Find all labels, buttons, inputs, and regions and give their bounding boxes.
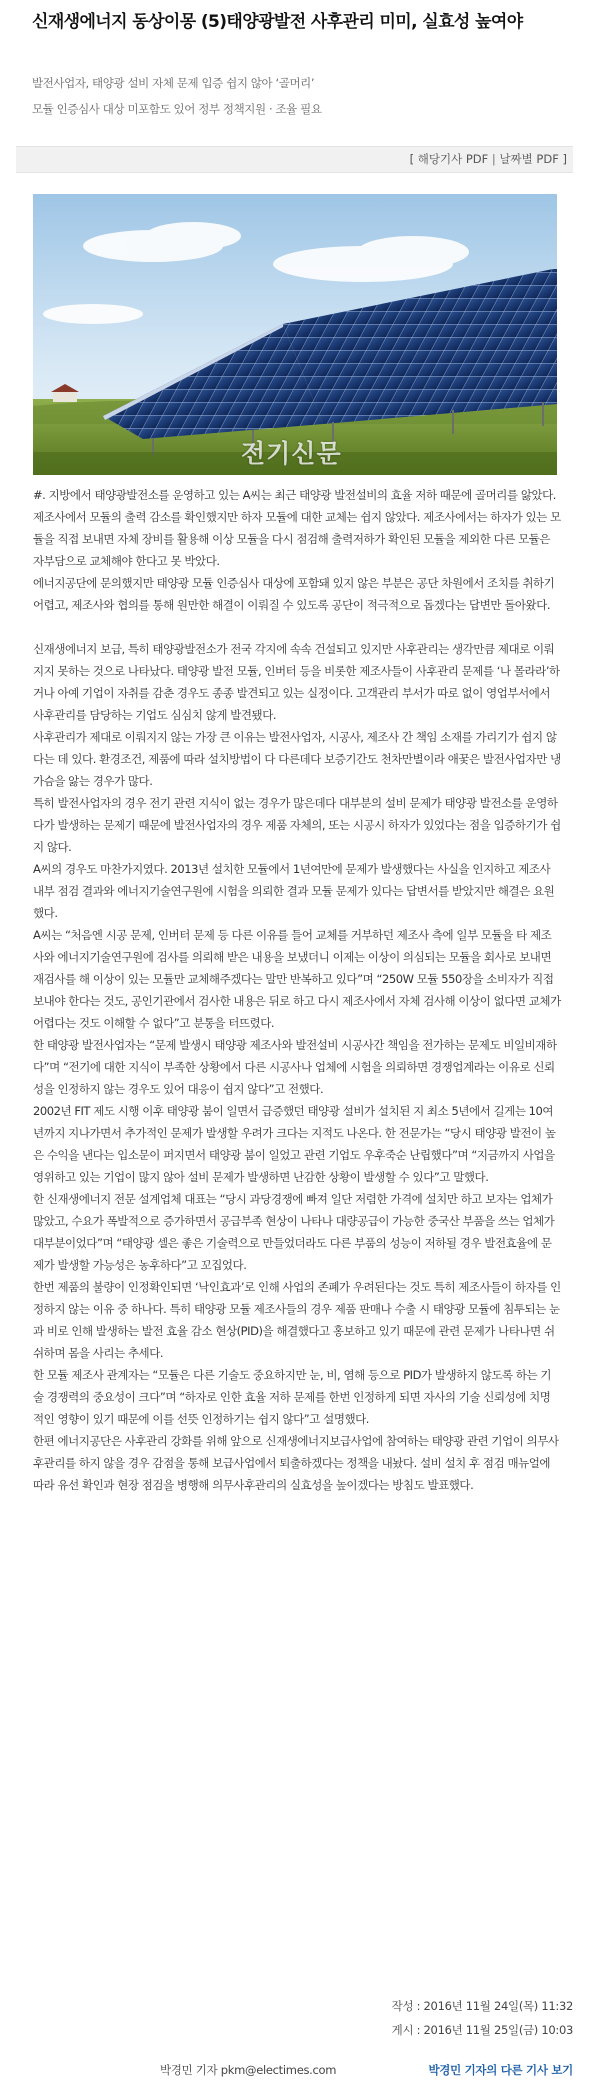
subtitle-line-2: 모듈 인증심사 대상 미포함도 있어 정부 정책지원 · 조율 필요 [32,102,322,116]
article-pdf-link[interactable]: 해당기사 PDF [417,152,489,166]
article-paragraph: #. 지방에서 태양광발전소를 운영하고 있는 A씨는 최근 태양광 발전설비의 효율 저하 때문에 골머리를 앓았다. 제조사에서 모듈의 출력 감소를 확인했지만 하자 모듈에 대한 교체는 쉽지 않았다. 제조사에서는 하자가 있는 모듈을 직접 보내면 자체 장비를 활용해 이상 모듈을 다시 점검해 출력저하가 확인된 모듈을 제외한 다른 모듈은 자부담으로 교체해야 한다고 못 박았다. [33,488,561,568]
date-pdf-link[interactable]: 날짜별 PDF [499,152,559,166]
article-paragraph: 사후관리가 제대로 이뤄지지 않는 가장 큰 이유는 발전사업자, 시공사, 제조사 간 책임 소재를 가리기가 쉽지 않다는 데 있다. 환경조건, 제품에 따라 설치방법이 다 다른데다 보증기간도 천차만별이라 애꿎은 발전사업자만 냉가슴을 앓는 경우가 많다. [33,730,561,788]
article-paragraph: A씨의 경우도 마찬가지였다. 2013년 설치한 모듈에서 1년여만에 문제가 발생했다는 사실을 인지하고 제조사 내부 점검 결과와 에너지기술연구원에 시험을 의뢰한 결과 모듈 문제가 있다는 답변서를 받았지만 해결은 요원했다. [33,862,555,920]
byline [160,2061,573,2079]
posted-date: 게시 : 2016년 11월 25일(금) 10:03 [391,2023,573,2037]
article-paragraph: 에너지공단에 문의했지만 태양광 모듈 인증심사 대상에 포함돼 있지 않은 부분은 공단 차원에서 조치를 취하기 어렵고, 제조사와 협의를 통해 원만한 해결이 이뤄질 수 있도록 공단이 적극적으로 돕겠다는 답변만 돌아왔다. [33,576,555,612]
article-body [33,484,561,1496]
article-photo [33,194,557,475]
article-paragraph: 한 모듈 제조사 관계자는 “모듈은 다른 기술도 중요하지만 눈, 비, 염해 등으로 PID가 발생하지 않도록 하는 기술 경쟁력의 중요성이 크다”며 “하자로 인한 효율 저하 문제를 한번 인정하게 되면 자사의 기술 신뢰성에 치명적인 영향이 있기 때문에 이를 선뜻 인정하기는 쉽지 않다”고 설명했다. [33,1368,552,1426]
article-meta [392,1994,573,2042]
photo-watermark: 전기신문 [241,439,342,468]
more-articles-link[interactable]: 박경민 기자의 다른 기사 보기 [428,2063,573,2077]
article-paragraph: A씨는 “처음엔 시공 문제, 인버터 문제 등 다른 이유를 들어 교체를 거부하던 제조사 측에 일부 모듈을 타 제조사와 에너지기술연구원에 검사를 의뢰해 받은 내용을 보냈더니 이제는 이상이 의심되는 모듈을 회사로 보내면 재검사를 해 이상이 있는 모듈만 교체해주겠다는 말만 반복하고 있다”며 “250W 모듈 550장을 소비자가 직접 보내야 한다는 것도, 공인기관에서 검사한 내용은 뒤로 하고 다시 제조사에서 자체 검사해 이상이 없다면 교체가 어렵다는 것도 이해할 수 없다”고 분통을 터뜨렸다. [33,928,561,1030]
article-paragraph: 한 태양광 발전사업자는 “문제 발생시 태양광 제조사와 발전설비 시공사간 책임을 전가하는 문제도 비일비재하다”며 “전기에 대한 지식이 부족한 상황에서 다른 시공사나 업체에 시험을 의뢰하면 경쟁업계라는 이유로 신뢰성을 인정하지 않는 경우도 있어 대응이 쉽지 않다”고 전했다. [33,1038,557,1096]
article-paragraph: 특히 발전사업자의 경우 전기 관련 지식이 없는 경우가 많은데다 대부분의 설비 문제가 태양광 발전소를 운영하다가 발생하는 문제기 때문에 발전사업자의 경우 제품 자체의, 또는 시공시 하자가 있었다는 점을 입증하기가 쉽지 않다. [33,796,561,854]
pdf-link-bar [16,146,573,173]
reporter-info: 박경민 기자 pkm@electimes.com [160,2063,337,2077]
article-paragraph: 한편 에너지공단은 사후관리 강화를 위해 앞으로 신재생에너지보급사업에 참여하는 태양광 관련 기업이 의무사후관리를 하지 않을 경우 감점을 통해 보급사업에서 퇴출하겠다는 정책을 내놨다. 설비 설치 후 점검 매뉴얼에 따라 유선 확인과 현장 점검을 병행해 의무사후관리의 실효성을 높이겠다는 방침도 발표했다. [33,1434,559,1492]
article-title: 신재생에너지 동상이몽 (5)태양광발전 사후관리 미미, 실효성 높여야 [32,12,523,32]
pdf-bracket-close: ] [562,152,567,166]
subtitle-line-1: 발전사업자, 태양광 설비 자체 문제 입증 쉽지 않아 ‘골머리’ [32,76,315,90]
paragraph-spacer [33,616,561,638]
article-paragraph: 한번 제품의 불량이 인정확인되면 ‘낙인효과’로 인해 사업의 존폐가 우려된다는 것도 특히 제조사들이 하자를 인정하지 않는 이유 중 하나다. 특히 태양광 모듈 제조사들의 경우 제품 판매나 수출 시 태양광 모듈에 침투되는 눈과 비로 인해 발생하는 발전 효율 감소 현상(PID)을 해결했다고 홍보하고 있기 때문에 관련 문제가 나타나면 쉬쉬하며 몸을 사리는 추세다. [33,1280,561,1360]
pdf-separator: | [491,152,496,166]
article-paragraph: 한 신재생에너지 전문 설계업체 대표는 “당시 과당경쟁에 빠져 일단 저렴한 가격에 설치만 하고 보자는 업체가 많았고, 수요가 폭발적으로 증가하면서 공급부족 현상이 나타나 대량공급이 가능한 중국산 부품을 쓰는 업체가 대부분이었다”며 “태양광 셀은 좋은 기술력으로 만들었더라도 다른 부품의 성능이 저하될 경우 발전효율에 문제가 발생할 가능성은 농후하다”고 꼬집었다. [33,1192,555,1272]
written-date: 작성 : 2016년 11월 24일(목) 11:32 [391,1999,573,2013]
pdf-bracket-open: [ [409,152,415,166]
article-paragraph: 2002년 FIT 제도 시행 이후 태양광 붐이 일면서 급증했던 태양광 설비가 설치된 지 최소 5년에서 길게는 10여년까지 지나가면서 추가적인 문제가 발생할 우려가 크다는 지적도 나온다. 한 전문가는 “당시 태양광 발전이 높은 수익을 낸다는 입소문이 퍼지면서 태양광 붐이 일었고 관련 기업도 우후죽순 난립했다”며 “지금까지 사업을 영위하고 있는 기업이 많지 않아 설비 문제가 발생하면 난감한 상황이 발생할 수 있다”고 말했다. [33,1104,556,1184]
subtitle-block [32,70,562,122]
article-paragraph: 신재생에너지 보급, 특히 태양광발전소가 전국 각지에 속속 건설되고 있지만 사후관리는 생각만큼 제대로 이뤄지지 못하는 것으로 나타났다. 태양광 발전 모듈, 인버터 등을 비롯한 제조사들이 사후관리 문제를 ‘나 몰라라’하거나 아예 기업이 자취를 감춘 경우도 종종 발견되고 있는 실정이다. 고객관리 부서가 따로 없이 영업부서에서 사후관리를 담당하는 기업도 심심치 않게 발견됐다. [33,642,560,722]
